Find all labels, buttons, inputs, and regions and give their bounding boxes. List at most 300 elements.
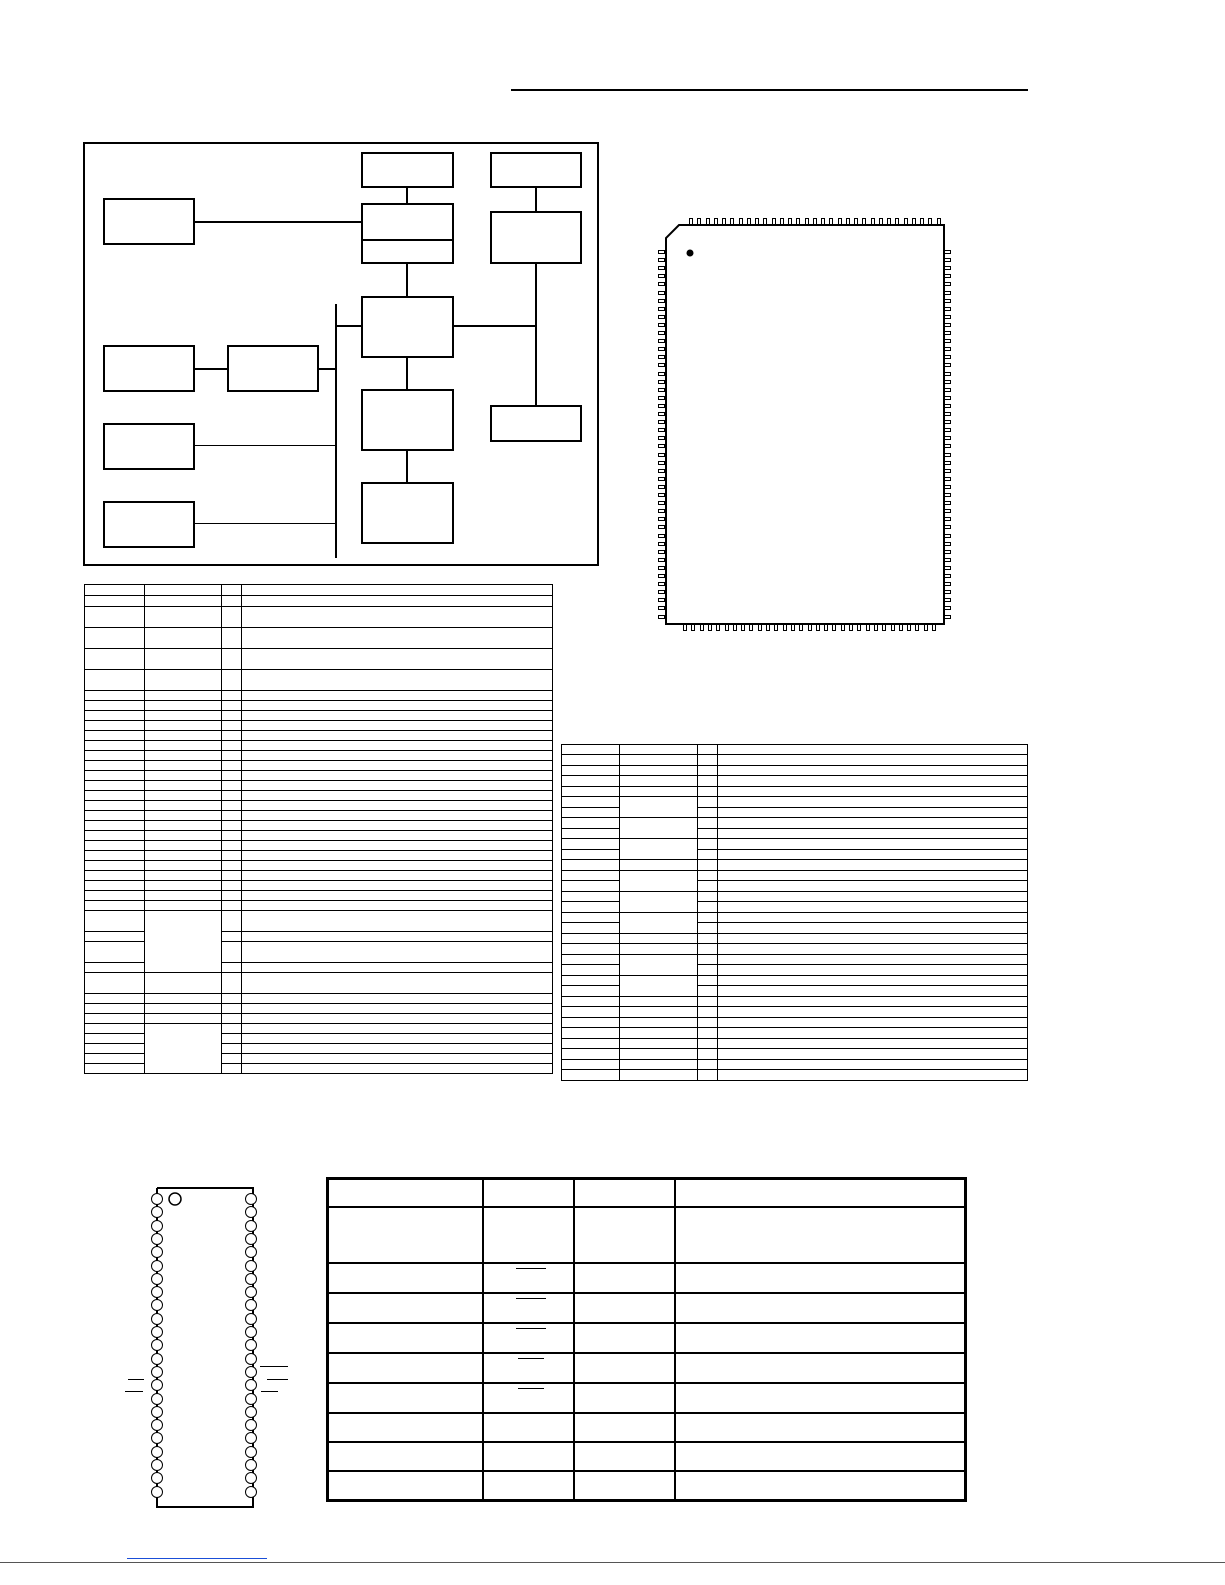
- table-cell: [85, 649, 145, 670]
- qfp-pin: [829, 218, 833, 225]
- table-cell: [698, 818, 718, 829]
- pin-overbar: [267, 1379, 288, 1380]
- table-cell: [562, 818, 620, 829]
- block-11: [103, 423, 195, 470]
- qfp-pin: [658, 372, 665, 376]
- qfp-pin: [658, 299, 665, 303]
- table-cell: [675, 1323, 966, 1353]
- table-cell: [85, 932, 145, 942]
- table-cell: [222, 1014, 242, 1024]
- table-cell: [145, 1004, 222, 1014]
- table-cell: [85, 1064, 145, 1074]
- qfp-pin: [882, 624, 886, 631]
- qfp-pin: [658, 606, 665, 610]
- qfp-pin: [932, 624, 936, 631]
- table-cell: [85, 1034, 145, 1044]
- qfp-pin: [838, 218, 842, 225]
- qfp-pin: [658, 534, 665, 538]
- table-cell: [562, 828, 620, 839]
- table-cell: [242, 751, 553, 761]
- table-cell: [620, 933, 698, 944]
- connector: [454, 325, 536, 327]
- qfp-pin: [658, 258, 665, 262]
- qfp-pin: [944, 291, 951, 295]
- qfp-pin: [891, 624, 895, 631]
- table-cell: [242, 1044, 553, 1054]
- table-cell: [222, 861, 242, 871]
- table-row: [85, 994, 553, 1004]
- qfp-pin: [813, 218, 817, 225]
- table-cell: [562, 1038, 620, 1049]
- table-cell: [242, 811, 553, 821]
- table-cell: [145, 994, 222, 1004]
- table-cell: [222, 1054, 242, 1064]
- connector: [535, 188, 537, 211]
- dip-pin: [245, 1193, 257, 1205]
- table-cell: [85, 871, 145, 881]
- table-cell: [242, 741, 553, 751]
- dip-pin: [245, 1393, 257, 1405]
- table-cell: [698, 776, 718, 787]
- qfp-pin: [871, 218, 875, 225]
- qfp-pin: [658, 598, 665, 602]
- table-cell: [698, 881, 718, 892]
- table-cell: [85, 1014, 145, 1024]
- table-row: [562, 954, 1028, 965]
- table-cell: [145, 841, 222, 851]
- qfp-pin: [741, 624, 745, 631]
- dip-pin: [245, 1273, 257, 1285]
- table-cell: [242, 871, 553, 881]
- table-cell: [574, 1442, 675, 1471]
- table-row: [328, 1413, 966, 1442]
- table-row: [85, 1014, 553, 1024]
- qfp-pin: [658, 469, 665, 473]
- table-cell: [222, 911, 242, 932]
- table-row: [562, 944, 1028, 955]
- bus-line: [335, 304, 337, 558]
- control-table: [326, 1177, 967, 1502]
- qfp-pin: [733, 624, 737, 631]
- qfp-pin: [944, 477, 951, 481]
- table-cell: [242, 607, 553, 628]
- table-cell: [562, 881, 620, 892]
- table-row: [85, 891, 553, 901]
- table-row: [562, 975, 1028, 986]
- table-cell: [620, 797, 698, 818]
- table-cell: [698, 797, 718, 808]
- footer-link[interactable]: [127, 1558, 267, 1559]
- qfp-pin: [722, 218, 726, 225]
- table-cell: [85, 973, 145, 994]
- dip-pin: [245, 1486, 257, 1498]
- table-row: [562, 786, 1028, 797]
- table-cell: [85, 841, 145, 851]
- table-row: [328, 1442, 966, 1471]
- table-cell: [562, 849, 620, 860]
- table-cell: [483, 1323, 574, 1353]
- table-cell: [698, 891, 718, 902]
- qfp-pin: [658, 396, 665, 400]
- qfp-pin: [944, 355, 951, 359]
- table-cell: [222, 1024, 242, 1034]
- table-row: [85, 881, 553, 891]
- table-cell: [718, 1038, 1028, 1049]
- table-cell: [698, 745, 718, 755]
- table-cell: [242, 649, 553, 670]
- table-cell: [698, 860, 718, 871]
- dip-pin: [245, 1446, 257, 1458]
- qfp-pin: [887, 218, 891, 225]
- table-cell: [718, 912, 1028, 923]
- qfp-pin: [944, 388, 951, 392]
- qfp-pin: [944, 339, 951, 343]
- dip-pin: [151, 1260, 163, 1272]
- table-cell: [483, 1413, 574, 1442]
- table-cell: [620, 1038, 698, 1049]
- qfp-pin: [824, 624, 828, 631]
- table-cell: [675, 1179, 966, 1208]
- qfp-pin: [874, 624, 878, 631]
- table-cell: [718, 1007, 1028, 1018]
- table-cell: [718, 776, 1028, 787]
- table-cell: [562, 786, 620, 797]
- table-cell: [222, 711, 242, 721]
- table-row: [328, 1323, 966, 1353]
- table-cell: [85, 801, 145, 811]
- table-cell: [718, 975, 1028, 986]
- block-13: [103, 501, 195, 548]
- table-cell: [698, 828, 718, 839]
- table-cell: [145, 761, 222, 771]
- table-cell: [222, 821, 242, 831]
- table-row: [562, 996, 1028, 1007]
- table-cell: [85, 731, 145, 741]
- table-cell: [222, 831, 242, 841]
- qfp-pin: [944, 469, 951, 473]
- qfp-pin: [944, 582, 951, 586]
- table-row: [85, 628, 553, 649]
- signal-overbar: [516, 1268, 546, 1269]
- table-cell: [620, 944, 698, 955]
- table-row: [328, 1207, 966, 1263]
- table-cell: [222, 741, 242, 751]
- table-cell: [620, 1059, 698, 1070]
- table-cell: [242, 851, 553, 861]
- table-cell: [145, 801, 222, 811]
- table-cell: [620, 745, 698, 755]
- table-row: [562, 1049, 1028, 1060]
- qfp-pin: [846, 218, 850, 225]
- table-cell: [222, 871, 242, 881]
- block-8: [227, 345, 319, 392]
- qfp-pin: [658, 347, 665, 351]
- qfp-pin: [904, 218, 908, 225]
- qfp-pin: [944, 485, 951, 489]
- table-cell: [85, 791, 145, 801]
- table-row: [562, 818, 1028, 829]
- qfp-pin: [854, 218, 858, 225]
- table-cell: [242, 963, 553, 973]
- table-cell: [718, 881, 1028, 892]
- table-cell: [242, 1004, 553, 1014]
- table-cell: [718, 1028, 1028, 1039]
- table-cell: [698, 923, 718, 934]
- connector: [195, 368, 227, 370]
- table-header-row: [562, 745, 1028, 755]
- table-cell: [145, 701, 222, 711]
- qfp-pin: [944, 412, 951, 416]
- table-header-row: [85, 585, 553, 596]
- table-row: [562, 912, 1028, 923]
- qfp-pin: [944, 550, 951, 554]
- table-cell: [718, 933, 1028, 944]
- qfp-pin: [708, 624, 712, 631]
- qfp-pin: [944, 501, 951, 505]
- block-5: [490, 211, 582, 264]
- dip-pin: [151, 1353, 163, 1365]
- table-cell: [222, 891, 242, 901]
- table-cell: [675, 1413, 966, 1442]
- table-row: [562, 933, 1028, 944]
- table-row: [85, 871, 553, 881]
- table-row: [562, 797, 1028, 808]
- table-cell: [242, 721, 553, 731]
- table-cell: [242, 596, 553, 607]
- table-row: [562, 860, 1028, 871]
- qfp-pin: [944, 404, 951, 408]
- table-cell: [698, 849, 718, 860]
- table-cell: [85, 741, 145, 751]
- connector: [195, 221, 361, 223]
- table-row: [85, 841, 553, 851]
- table-cell: [85, 1024, 145, 1034]
- table-cell: [620, 818, 698, 839]
- table-cell: [562, 776, 620, 787]
- qfp-pin: [658, 444, 665, 448]
- qfp-pin: [783, 624, 787, 631]
- pin-table-left: [84, 584, 553, 1074]
- dip-pin: [245, 1419, 257, 1431]
- table-row: [328, 1263, 966, 1293]
- table-cell: [574, 1413, 675, 1442]
- qfp-pin: [697, 218, 701, 225]
- qfp-pin: [747, 218, 751, 225]
- qfp-pin: [658, 428, 665, 432]
- qfp-pin: [944, 331, 951, 335]
- table-cell: [222, 585, 242, 596]
- table-cell: [620, 870, 698, 891]
- table-cell: [222, 963, 242, 973]
- table-cell: [222, 628, 242, 649]
- table-cell: [698, 807, 718, 818]
- table-cell: [145, 1024, 222, 1074]
- table-cell: [718, 839, 1028, 850]
- qfp-pin: [766, 624, 770, 631]
- qfp-pin: [658, 436, 665, 440]
- pin-overbar: [128, 1379, 144, 1380]
- table-cell: [718, 1059, 1028, 1070]
- dip-pin: [245, 1220, 257, 1232]
- table-cell: [85, 1004, 145, 1014]
- table-cell: [328, 1471, 483, 1501]
- table-cell: [222, 670, 242, 691]
- qfp-pin: [730, 218, 734, 225]
- table-cell: [145, 811, 222, 821]
- dip-pin: [245, 1286, 257, 1298]
- table-cell: [698, 975, 718, 986]
- table-cell: [145, 771, 222, 781]
- table-cell: [620, 1049, 698, 1060]
- qfp-pin: [658, 291, 665, 295]
- table-cell: [145, 791, 222, 801]
- qfp-pin: [658, 590, 665, 594]
- block-1: [361, 152, 454, 188]
- table-cell: [718, 965, 1028, 976]
- qfp-pin: [700, 624, 704, 631]
- qfp-pin: [944, 315, 951, 319]
- qfp-chip: [659, 222, 953, 634]
- table-cell: [718, 986, 1028, 997]
- table-cell: [718, 765, 1028, 776]
- table-cell: [698, 1007, 718, 1018]
- table-cell: [145, 901, 222, 911]
- table-cell: [242, 881, 553, 891]
- dip-pin: [245, 1313, 257, 1325]
- table-cell: [145, 871, 222, 881]
- table-cell: [562, 1059, 620, 1070]
- qfp-pin: [944, 509, 951, 513]
- block-3: [103, 198, 195, 245]
- table-cell: [328, 1323, 483, 1353]
- pin-overbar: [125, 1391, 143, 1392]
- table-cell: [698, 1049, 718, 1060]
- block-4: [361, 203, 454, 264]
- table-row: [562, 765, 1028, 776]
- qfp-pin: [658, 388, 665, 392]
- qfp-chip-outline: [659, 222, 953, 634]
- qfp-pin: [944, 615, 951, 619]
- table-cell: [620, 1028, 698, 1039]
- qfp-pin: [805, 218, 809, 225]
- dip-pin: [151, 1406, 163, 1418]
- dip-chip-outline: [150, 1185, 260, 1510]
- qfp-pin: [658, 315, 665, 319]
- table-cell: [698, 1017, 718, 1028]
- table-cell: [483, 1383, 574, 1413]
- qfp-pin: [658, 509, 665, 513]
- header-rule: [511, 89, 1028, 91]
- table-cell: [242, 670, 553, 691]
- table-cell: [675, 1442, 966, 1471]
- table-cell: [562, 1028, 620, 1039]
- connector: [195, 445, 335, 446]
- qfp-pin: [928, 218, 932, 225]
- table-row: [562, 1028, 1028, 1039]
- table-cell: [675, 1293, 966, 1323]
- table-cell: [242, 932, 553, 942]
- dip-pin: [151, 1233, 163, 1245]
- table-cell: [698, 954, 718, 965]
- table-cell: [242, 791, 553, 801]
- table-cell: [562, 1007, 620, 1018]
- qfp-pin: [944, 274, 951, 278]
- table-header-row: [328, 1179, 966, 1208]
- table-row: [562, 870, 1028, 881]
- qfp-pin: [821, 218, 825, 225]
- table-row: [328, 1471, 966, 1501]
- qfp-pin: [808, 624, 812, 631]
- table-cell: [242, 901, 553, 911]
- table-row: [85, 781, 553, 791]
- table-cell: [222, 811, 242, 821]
- table-cell: [675, 1263, 966, 1293]
- qfp-pin: [658, 525, 665, 529]
- dip-pin: [151, 1393, 163, 1405]
- table-row: [85, 607, 553, 628]
- qfp-pin: [658, 485, 665, 489]
- connector: [406, 451, 408, 482]
- table-row: [85, 791, 553, 801]
- qfp-pin: [879, 218, 883, 225]
- table-cell: [145, 596, 222, 607]
- table-cell: [562, 965, 620, 976]
- table-cell: [718, 1017, 1028, 1028]
- dip-pin: [151, 1366, 163, 1378]
- table-cell: [562, 891, 620, 902]
- table-cell: [242, 942, 553, 963]
- qfp-pin: [691, 624, 695, 631]
- table-cell: [562, 902, 620, 913]
- qfp-pin: [944, 420, 951, 424]
- table-cell: [562, 745, 620, 755]
- table-cell: [675, 1383, 966, 1413]
- qfp-pin: [944, 517, 951, 521]
- connector: [335, 325, 361, 327]
- table-cell: [222, 901, 242, 911]
- qfp-pin: [791, 624, 795, 631]
- qfp-pin: [774, 624, 778, 631]
- table-row: [85, 701, 553, 711]
- table-row: [85, 771, 553, 781]
- table-cell: [562, 1017, 620, 1028]
- table-cell: [242, 1014, 553, 1024]
- table-cell: [718, 1049, 1028, 1060]
- qfp-pin: [683, 624, 687, 631]
- table-cell: [242, 841, 553, 851]
- qfp-pin: [658, 493, 665, 497]
- table-cell: [242, 994, 553, 1004]
- qfp-pin: [907, 624, 911, 631]
- table-row: [562, 776, 1028, 787]
- table-cell: [483, 1179, 574, 1208]
- connector: [406, 264, 408, 296]
- table-cell: [222, 701, 242, 711]
- table-cell: [328, 1353, 483, 1383]
- table-cell: [574, 1353, 675, 1383]
- table-cell: [698, 965, 718, 976]
- table-cell: [718, 797, 1028, 808]
- table-cell: [145, 1014, 222, 1024]
- table-row: [85, 801, 553, 811]
- connector: [406, 188, 408, 203]
- table-cell: [328, 1293, 483, 1323]
- table-cell: [698, 870, 718, 881]
- table-cell: [574, 1293, 675, 1323]
- table-cell: [242, 731, 553, 741]
- qfp-pin: [944, 461, 951, 465]
- qfp-pin: [799, 624, 803, 631]
